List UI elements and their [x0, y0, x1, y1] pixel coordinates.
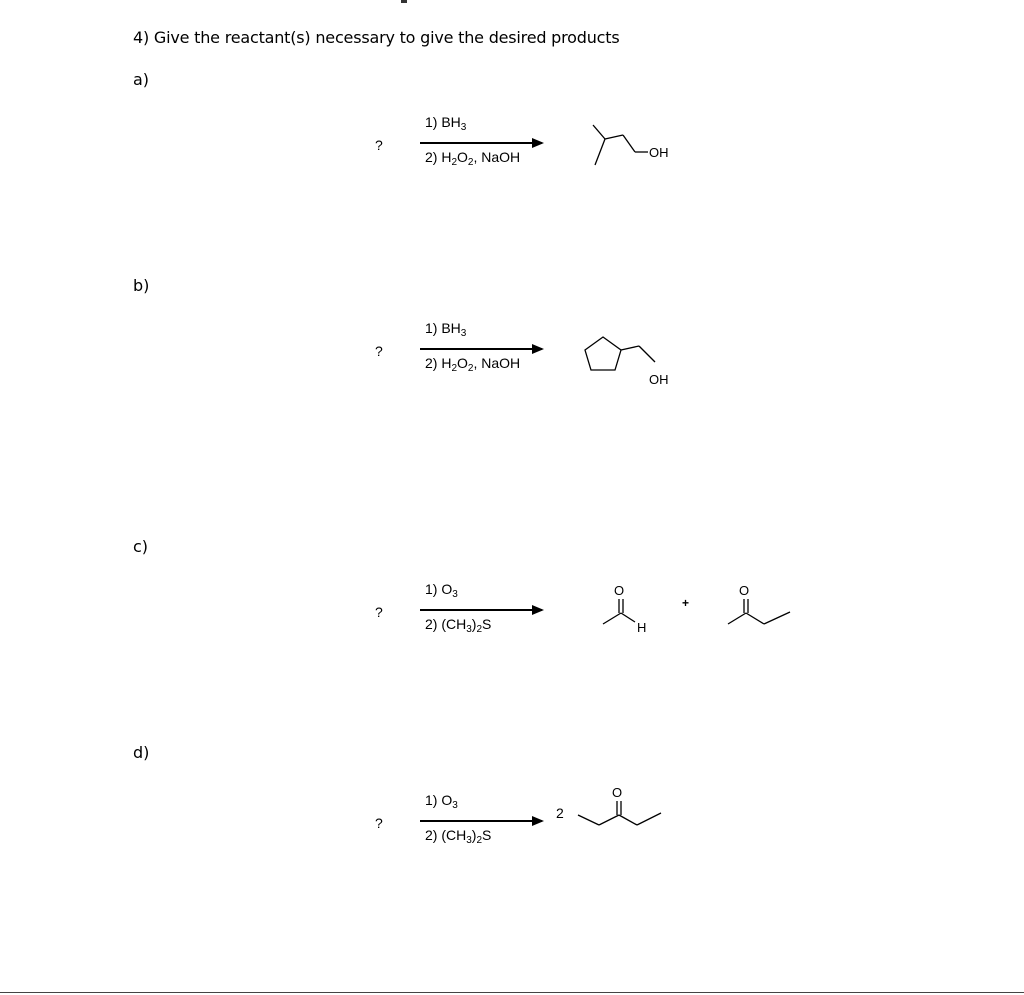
page-edge-mark: [401, 0, 407, 3]
bond: [621, 346, 639, 350]
reagent-text: ): [471, 827, 477, 843]
bond: [619, 815, 637, 825]
question-heading: 4) Give the reactant(s) necessary to give the desired products: [133, 28, 620, 47]
part-a-product-structure: [585, 115, 695, 175]
reagent-text: S: [482, 616, 492, 632]
part-a-reagent-step2: [425, 149, 521, 168]
reagent-text: , NaOH: [473, 355, 521, 371]
reagent-subscript: 2: [467, 363, 474, 374]
reagent-text: 2) H: [425, 355, 452, 371]
reagent-text: 1) BH: [425, 114, 461, 130]
part-b-product-structure: [575, 325, 685, 395]
part-d-reagent-step2: [425, 827, 492, 846]
part-c-reagent-step2: [425, 616, 492, 635]
reagent-text: , NaOH: [473, 149, 521, 165]
reagent-text: 1) O: [425, 581, 453, 597]
carbonyl-oxygen-label: O: [612, 785, 623, 800]
carbonyl-oxygen-label: O: [614, 583, 625, 598]
reagent-subscript: 3: [466, 835, 472, 846]
reagent-subscript: 2: [476, 624, 483, 635]
part-b-reagent-step1: [425, 320, 467, 339]
part-a-reactant-unknown: ?: [375, 137, 383, 153]
part-d-product-ketone: [575, 782, 670, 842]
bond: [599, 815, 619, 825]
part-c-reagent-step1: [425, 581, 458, 600]
part-c-product-2-ketone: [720, 580, 800, 640]
reagent-subscript: 3: [452, 589, 458, 600]
bond: [603, 613, 621, 624]
bond: [593, 125, 605, 139]
reagent-text: 2) (CH: [425, 616, 467, 632]
reagent-subscript: 2: [476, 835, 483, 846]
page-bottom-border: [0, 992, 1024, 993]
bond: [764, 612, 790, 624]
reagent-subscript: 3: [466, 624, 472, 635]
bond: [621, 613, 635, 622]
reagent-text: O: [457, 355, 468, 371]
aldehyde-hydrogen-label: H: [637, 620, 647, 635]
part-c-plus-sign: +: [682, 596, 690, 610]
part-b-label: b): [133, 276, 150, 295]
reagent-subscript: 2: [451, 363, 458, 374]
reagent-text: 2) H: [425, 149, 452, 165]
bond: [746, 613, 764, 624]
bond: [639, 346, 655, 362]
part-d-reaction-arrow: [420, 820, 542, 822]
reagent-text: 1) BH: [425, 320, 461, 336]
cyclopentane-ring: [585, 337, 621, 370]
bond: [605, 135, 623, 139]
part-d-reagent-step1: [425, 792, 458, 811]
part-b-reaction-arrow: [420, 348, 542, 350]
reagent-text: 1) O: [425, 792, 453, 808]
part-c-reactant-unknown: ?: [375, 604, 383, 620]
reagent-text: S: [482, 827, 492, 843]
part-a-reaction-arrow: [420, 142, 542, 144]
part-b-reactant-unknown: ?: [375, 343, 383, 359]
reagent-text: ): [471, 616, 477, 632]
part-a-label: a): [133, 70, 150, 89]
part-d-product-coefficient: 2: [556, 805, 564, 821]
reagent-subscript: 3: [460, 122, 467, 133]
bond: [623, 135, 635, 152]
part-c-label: c): [133, 537, 149, 556]
bond: [595, 139, 605, 165]
hydroxyl-label: OH: [649, 145, 669, 160]
part-d-label: d): [133, 743, 150, 762]
bond: [578, 815, 599, 825]
part-c-product-1-aldehyde: [595, 580, 665, 640]
bond: [728, 613, 746, 624]
reagent-text: O: [457, 149, 468, 165]
part-c-reaction-arrow: [420, 609, 542, 611]
reagent-subscript: 3: [452, 800, 458, 811]
reagent-text: 2) (CH: [425, 827, 467, 843]
bond: [637, 813, 661, 825]
part-d-reactant-unknown: ?: [375, 815, 383, 831]
reagent-subscript: 2: [451, 157, 458, 168]
hydroxyl-label: OH: [649, 372, 669, 387]
carbonyl-oxygen-label: O: [739, 583, 750, 598]
part-a-reagent-step1: [425, 114, 467, 133]
reagent-subscript: 3: [460, 328, 467, 339]
part-b-reagent-step2: [425, 355, 521, 374]
reagent-subscript: 2: [467, 157, 474, 168]
